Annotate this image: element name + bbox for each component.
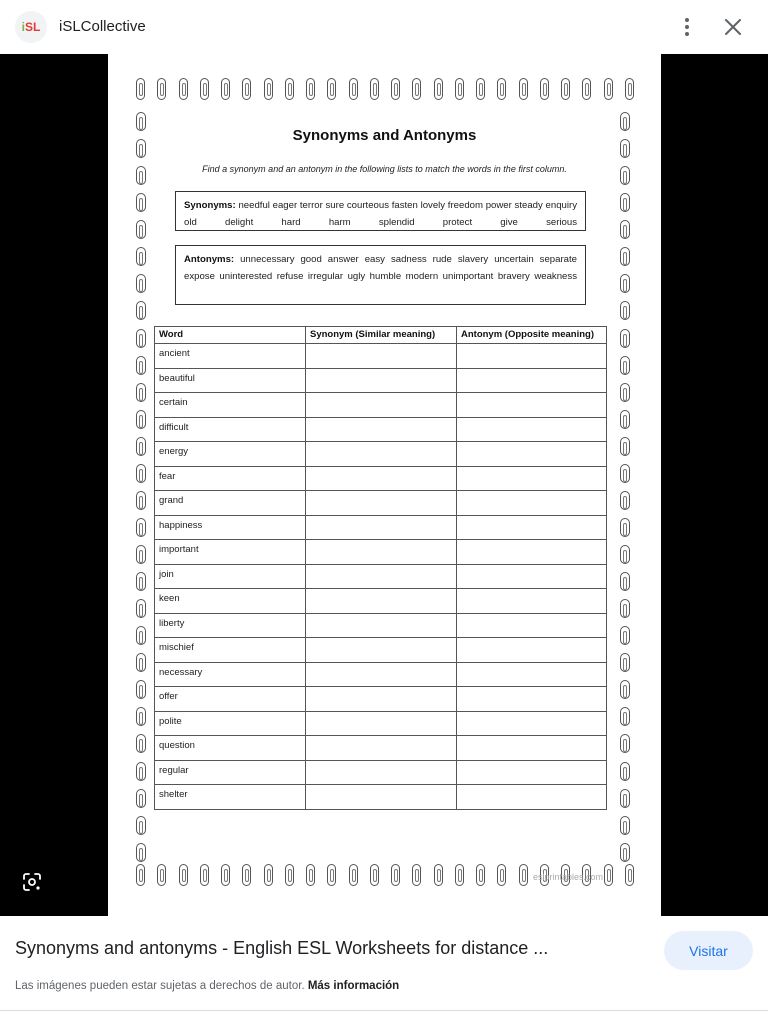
paperclip-icon: [306, 78, 315, 100]
table-row: [155, 368, 607, 393]
paperclip-icon: [157, 78, 166, 100]
synonym-cell: [306, 491, 457, 516]
paperclip-icon: [221, 78, 230, 100]
table-row: [155, 442, 607, 467]
column-header-word: Word: [155, 327, 306, 344]
visit-button[interactable]: Visitar: [664, 931, 753, 970]
paperclip-icon: [179, 78, 188, 100]
word-cell: difficult: [155, 417, 306, 442]
paperclip-icon: [349, 78, 358, 100]
paperclip-icon: [136, 707, 146, 726]
worksheet-title: Synonyms and Antonyms: [292, 127, 477, 144]
paperclip-icon: [620, 762, 630, 781]
paperclip-icon: [136, 247, 146, 266]
antonym-cell: [457, 662, 607, 687]
paperclip-icon: [157, 864, 166, 886]
more-info-link[interactable]: Más información: [307, 980, 400, 992]
paperclip-icon: [306, 864, 315, 886]
paperclip-icon: [136, 680, 146, 699]
paperclip-icon: [455, 864, 464, 886]
paperclip-icon: [620, 329, 630, 348]
paperclip-icon: [370, 864, 379, 886]
table-row: [155, 638, 607, 663]
paperclip-icon: [349, 864, 358, 886]
word-cell: ancient: [155, 344, 306, 369]
paperclip-icon: [620, 247, 630, 266]
paperclip-icon: [136, 789, 146, 808]
word-cell: join: [155, 564, 306, 589]
synonym-cell: [306, 662, 457, 687]
paperclip-icon: [136, 734, 146, 753]
paperclip-icon: [136, 464, 146, 483]
word-cell: shelter: [155, 785, 306, 810]
paperclip-icon: [620, 545, 630, 564]
paperclip-icon: [620, 193, 630, 212]
antonym-cell: [457, 368, 607, 393]
synonym-cell: [306, 736, 457, 761]
watermark: eslprintables.com: [533, 872, 604, 882]
paperclip-icon: [136, 864, 145, 886]
word-cell: beautiful: [155, 368, 306, 393]
synonyms-list: needful eager terror sure courteous fasten lovely freedom power steady enquiry old delight hard harm splendid protect give serious: [184, 200, 577, 228]
synonym-cell: [306, 442, 457, 467]
close-button[interactable]: [718, 12, 748, 42]
paperclip-border-left: [136, 112, 150, 862]
paperclip-icon: [136, 843, 146, 862]
paperclip-border-top: [136, 78, 634, 108]
more-options-button[interactable]: [674, 14, 700, 40]
paperclip-icon: [136, 383, 146, 402]
paperclip-icon: [242, 78, 251, 100]
paperclip-icon: [136, 356, 146, 375]
paperclip-icon: [519, 78, 528, 100]
paperclip-icon: [620, 220, 630, 239]
word-cell: energy: [155, 442, 306, 467]
table-row: [155, 540, 607, 565]
paperclip-icon: [620, 356, 630, 375]
paperclip-icon: [136, 545, 146, 564]
paperclip-icon: [391, 864, 400, 886]
antonym-cell: [457, 736, 607, 761]
synonym-cell: [306, 589, 457, 614]
antonym-cell: [457, 589, 607, 614]
paperclip-icon: [327, 864, 336, 886]
paperclip-icon: [136, 816, 146, 835]
paperclip-icon: [497, 78, 506, 100]
paperclip-icon: [620, 626, 630, 645]
word-cell: question: [155, 736, 306, 761]
synonym-cell: [306, 760, 457, 785]
paperclip-icon: [582, 78, 591, 100]
paperclip-icon: [476, 864, 485, 886]
result-caption[interactable]: Synonyms and antonyms - English ESL Worksheets for distance ...: [15, 938, 549, 958]
table-row: [155, 687, 607, 712]
antonym-cell: [457, 442, 607, 467]
logo-prefix: i: [21, 20, 25, 34]
paperclip-icon: [285, 864, 294, 886]
paperclip-icon: [434, 78, 443, 100]
paperclip-border-right: [620, 112, 634, 862]
paperclip-icon: [136, 301, 146, 320]
paperclip-icon: [620, 789, 630, 808]
antonym-cell: [457, 491, 607, 516]
antonym-cell: [457, 515, 607, 540]
paperclip-icon: [620, 518, 630, 537]
paperclip-icon: [370, 78, 379, 100]
synonym-cell: [306, 785, 457, 810]
synonym-cell: [306, 613, 457, 638]
paperclip-icon: [455, 78, 464, 100]
paperclip-icon: [264, 864, 273, 886]
paperclip-icon: [604, 864, 613, 886]
close-icon: [725, 19, 741, 35]
table-row: [155, 760, 607, 785]
copyright-notice: [15, 980, 399, 992]
paperclip-icon: [136, 274, 146, 293]
paperclip-icon: [604, 78, 613, 100]
more-vert-icon: [684, 17, 690, 37]
paperclip-icon: [620, 734, 630, 753]
word-cell: offer: [155, 687, 306, 712]
paperclip-icon: [497, 864, 506, 886]
synonym-cell: [306, 687, 457, 712]
copyright-text: Las imágenes pueden estar sujetas a derechos de autor.: [15, 980, 305, 992]
paperclip-icon: [620, 816, 630, 835]
worksheet-image[interactable]: [108, 54, 661, 916]
synonyms-box: [175, 191, 586, 231]
synonym-cell: [306, 466, 457, 491]
paperclip-icon: [540, 78, 549, 100]
paperclip-icon: [136, 410, 146, 429]
paperclip-icon: [242, 864, 251, 886]
synonym-cell: [306, 638, 457, 663]
antonyms-list: unnecessary good answer easy sadness rude slavery uncertain separate expose uninterested refuse irregular ugly humble modern unimportant bravery weakness: [184, 254, 577, 282]
paperclip-icon: [136, 491, 146, 510]
antonym-cell: [457, 564, 607, 589]
paperclip-icon: [620, 572, 630, 591]
paperclip-icon: [136, 626, 146, 645]
paperclip-icon: [136, 599, 146, 618]
paperclip-icon: [136, 572, 146, 591]
word-cell: regular: [155, 760, 306, 785]
antonym-cell: [457, 785, 607, 810]
paperclip-icon: [136, 653, 146, 672]
table-row: [155, 785, 607, 810]
paperclip-icon: [327, 78, 336, 100]
paperclip-icon: [625, 864, 634, 886]
table-row: [155, 711, 607, 736]
paperclip-icon: [412, 78, 421, 100]
antonym-cell: [457, 344, 607, 369]
top-bar: [0, 0, 768, 54]
table-row: [155, 491, 607, 516]
table-row: [155, 564, 607, 589]
table-row: [155, 344, 607, 369]
paperclip-icon: [620, 707, 630, 726]
worksheet-instruction: Find a synonym and an antonym in the following lists to match the words in the first column.: [202, 164, 567, 174]
antonym-cell: [457, 540, 607, 565]
paperclip-icon: [136, 437, 146, 456]
paperclip-icon: [391, 78, 400, 100]
word-cell: keen: [155, 589, 306, 614]
worksheet-table: [154, 326, 607, 810]
column-header-synonym: Synonym (Similar meaning): [306, 327, 457, 344]
antonym-cell: [457, 417, 607, 442]
paperclip-icon: [620, 437, 630, 456]
paperclip-icon: [200, 78, 209, 100]
paperclip-icon: [179, 864, 188, 886]
word-cell: polite: [155, 711, 306, 736]
paperclip-icon: [620, 301, 630, 320]
table-row: [155, 736, 607, 761]
antonym-cell: [457, 466, 607, 491]
paperclip-icon: [620, 653, 630, 672]
word-cell: necessary: [155, 662, 306, 687]
paperclip-icon: [434, 864, 443, 886]
table-row: [155, 466, 607, 491]
word-cell: grand: [155, 491, 306, 516]
paperclip-icon: [136, 220, 146, 239]
synonyms-label: Synonyms:: [184, 200, 236, 211]
synonym-cell: [306, 417, 457, 442]
synonym-cell: [306, 393, 457, 418]
antonym-cell: [457, 638, 607, 663]
paperclip-icon: [620, 274, 630, 293]
lens-button[interactable]: [18, 868, 46, 896]
paperclip-icon: [625, 78, 634, 100]
paperclip-icon: [620, 680, 630, 699]
table-row: [155, 393, 607, 418]
paperclip-icon: [264, 78, 273, 100]
image-viewer: [0, 54, 768, 916]
paperclip-icon: [136, 762, 146, 781]
antonyms-label: Antonyms:: [184, 254, 235, 265]
bottom-divider: [0, 1010, 768, 1011]
paperclip-icon: [136, 193, 146, 212]
site-name[interactable]: iSLCollective: [59, 18, 146, 35]
table-row: [155, 662, 607, 687]
paperclip-icon: [221, 864, 230, 886]
synonym-cell: [306, 368, 457, 393]
paperclip-icon: [620, 410, 630, 429]
synonym-cell: [306, 564, 457, 589]
word-cell: liberty: [155, 613, 306, 638]
antonym-cell: [457, 393, 607, 418]
antonym-cell: [457, 760, 607, 785]
paperclip-icon: [620, 491, 630, 510]
paperclip-icon: [620, 464, 630, 483]
synonym-cell: [306, 344, 457, 369]
word-cell: certain: [155, 393, 306, 418]
synonym-cell: [306, 540, 457, 565]
paperclip-icon: [620, 843, 630, 862]
synonym-cell: [306, 711, 457, 736]
paperclip-icon: [561, 78, 570, 100]
paperclip-icon: [285, 78, 294, 100]
paperclip-icon: [136, 518, 146, 537]
logo-suffix: SL: [25, 20, 41, 34]
table-row: [155, 589, 607, 614]
paperclip-icon: [476, 78, 485, 100]
table-row: [155, 417, 607, 442]
paperclip-icon: [620, 599, 630, 618]
paperclip-icon: [200, 864, 209, 886]
column-header-antonym: Antonym (Opposite meaning): [457, 327, 607, 344]
paperclip-icon: [136, 78, 145, 100]
paperclip-icon: [136, 329, 146, 348]
antonym-cell: [457, 711, 607, 736]
site-logo[interactable]: [15, 11, 47, 43]
table-header-row: [155, 327, 607, 344]
table-row: [155, 515, 607, 540]
antonym-cell: [457, 687, 607, 712]
synonym-cell: [306, 515, 457, 540]
antonym-cell: [457, 613, 607, 638]
word-cell: important: [155, 540, 306, 565]
paperclip-icon: [519, 864, 528, 886]
antonyms-box: [175, 245, 586, 305]
word-cell: fear: [155, 466, 306, 491]
paperclip-icon: [620, 383, 630, 402]
table-row: [155, 613, 607, 638]
word-cell: mischief: [155, 638, 306, 663]
lens-icon: [22, 872, 42, 892]
paperclip-icon: [412, 864, 421, 886]
word-cell: happiness: [155, 515, 306, 540]
